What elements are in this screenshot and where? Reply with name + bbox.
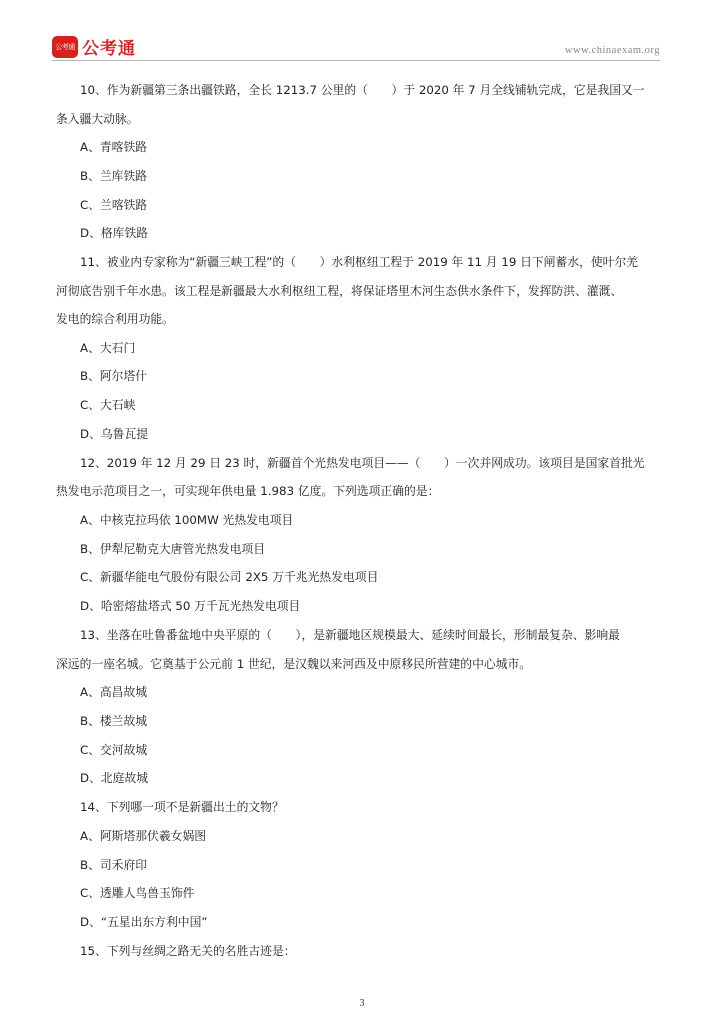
question-stem-line: 10、作为新疆第三条出疆铁路，全长 1213.7 公里的（ ）于 2020 年 7 月全线铺轨完成，它是我国又一 (80, 83, 645, 97)
answer-option[interactable]: C、新疆华能电气股份有限公司 2X5 万千兆光热发电项目 (80, 570, 379, 585)
question-stem-line: 发电的综合利用功能。 (56, 312, 174, 327)
answer-option[interactable]: A、高昌故城 (80, 685, 148, 700)
question-list (56, 76, 670, 965)
answer-option[interactable]: B、阿尔塔什 (80, 369, 148, 384)
answer-option[interactable]: B、伊犁尼勒克大唐管光热发电项目 (80, 541, 266, 556)
question-stem-line: 15、下列与丝绸之路无关的名胜古迹是： (80, 943, 296, 958)
question-stem-line: 13、坐落在吐鲁番盆地中央平原的（ ），是新疆地区规模最大、延续时间最长，形制最复杂、影响最 (80, 628, 620, 643)
logo-text: 公考通 (82, 39, 136, 59)
answer-option[interactable]: B、楼兰故城 (80, 713, 148, 728)
answer-option[interactable]: A、中核克拉玛依 100MW 光热发电项目 (80, 512, 294, 527)
answer-option[interactable]: C、大石峡 (80, 398, 136, 413)
page-header (0, 0, 724, 66)
logo-badge-icon: 公考通 (52, 36, 78, 58)
answer-option[interactable]: A、阿斯塔那伏羲女娲图 (80, 828, 207, 843)
question-stem-line: 12、2019 年 12 月 29 日 23 时，新疆首个光热发电项目——（ ）一次并网成功。该项目是国家首批光 (80, 455, 645, 470)
answer-option[interactable]: D、格库铁路 (80, 226, 149, 241)
answer-option[interactable]: B、司禾府印 (80, 857, 148, 872)
question-stem-line: 条入疆大动脉。 (56, 111, 139, 126)
question-stem-line: 热发电示范项目之一，可实现年供电量 1.983 亿度。下列选项正确的是： (56, 484, 440, 499)
question-stem-line: 14、下列哪一项不是新疆出土的文物？ (80, 800, 284, 815)
answer-option[interactable]: C、兰喀铁路 (80, 197, 148, 212)
question-block (56, 248, 670, 449)
question-block (56, 76, 670, 248)
answer-option[interactable]: D、哈密熔盐塔式 50 万千瓦光热发电项目 (80, 599, 301, 614)
page-number: 3 (359, 998, 365, 1009)
question-stem-line: 11、被业内专家称为“新疆三峡工程”的（ ）水利枢纽工程于 2019 年 11 月 19 日下闸蓄水，使叶尔羌 (80, 255, 639, 270)
answer-option[interactable]: D、“五星出东方利中国” (80, 915, 208, 930)
logo[interactable] (52, 34, 136, 59)
question-block (80, 937, 670, 966)
answer-option[interactable]: B、兰库铁路 (80, 168, 148, 183)
answer-option[interactable]: C、交河故城 (80, 742, 148, 757)
answer-option[interactable]: D、乌鲁瓦提 (80, 427, 149, 442)
question-block (80, 793, 670, 937)
answer-option[interactable]: C、透雕人鸟兽玉饰件 (80, 886, 195, 901)
header-divider (52, 60, 660, 61)
answer-option[interactable]: D、北庭故城 (80, 771, 149, 786)
question-stem-line: 深远的一座名城。它奠基于公元前 1 世纪，是汉魏以来河西及中原移民所营建的中心城市。 (56, 656, 532, 671)
answer-option[interactable]: A、大石门 (80, 340, 136, 355)
question-block (56, 621, 670, 793)
question-stem-line: 河彻底告别千年水患。该工程是新疆最大水利枢纽工程，将保证塔里木河生态供水条件下，发挥防洪、灌溉、 (56, 283, 623, 298)
question-block (56, 449, 670, 621)
site-url[interactable]: www.chinaexam.org (564, 45, 660, 56)
answer-option[interactable]: A、青喀铁路 (80, 140, 148, 154)
